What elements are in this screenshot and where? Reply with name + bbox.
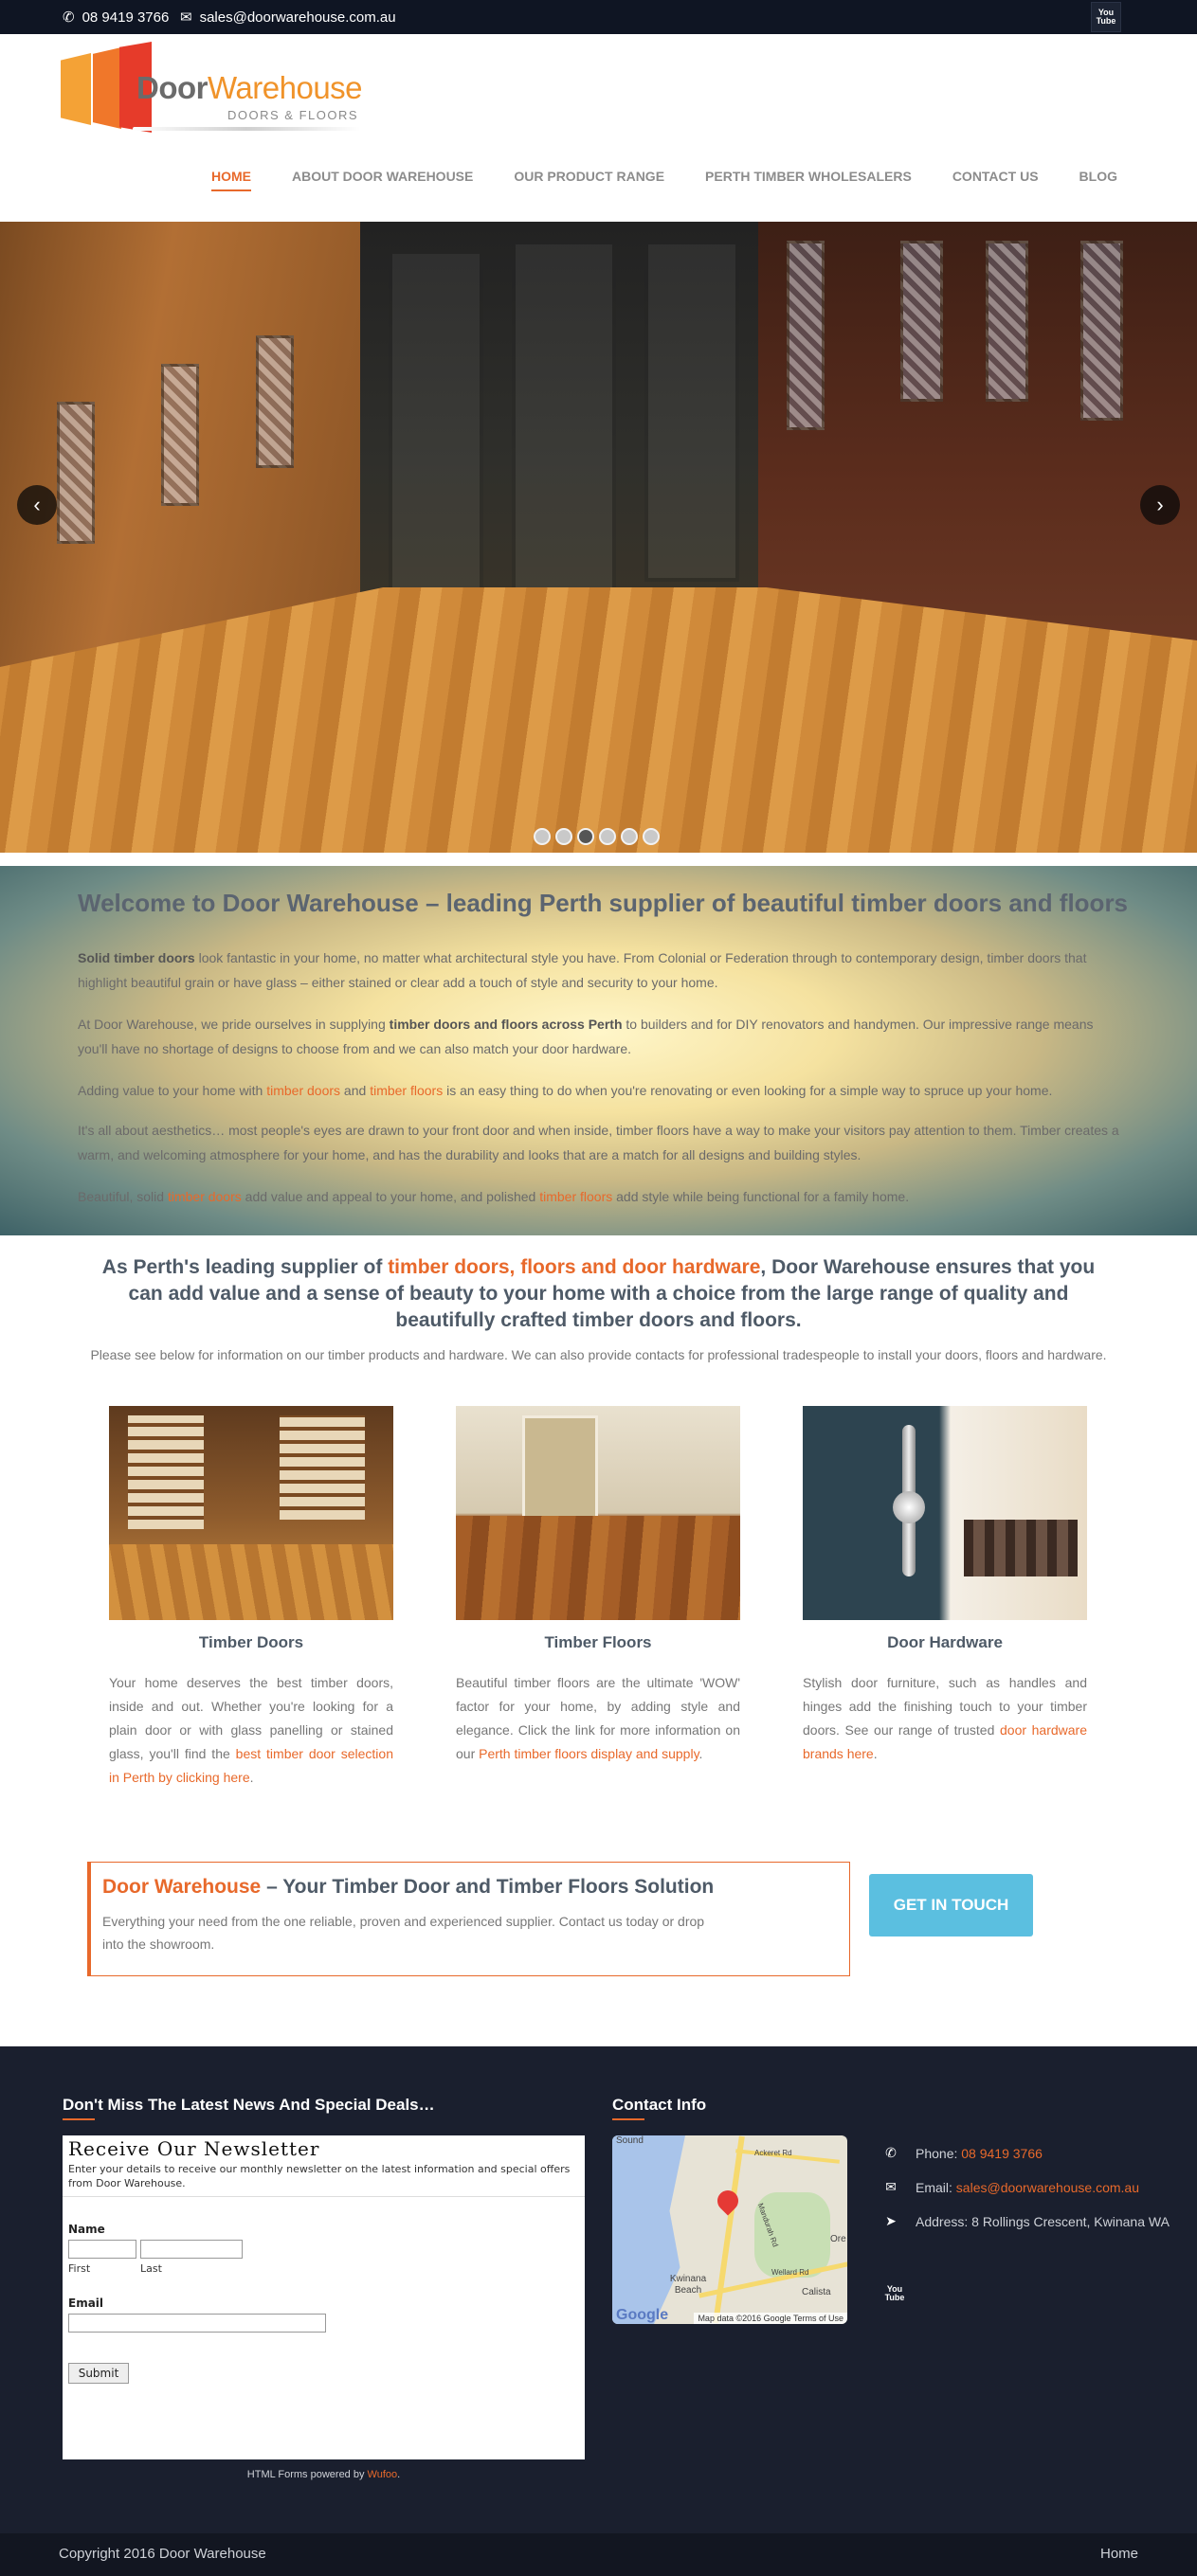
welcome-text: add value and appeal to your home, and polished (241, 1189, 540, 1204)
logo-swoosh (133, 127, 360, 131)
product-image-detail (128, 1415, 204, 1529)
map-road-label: Ackeret Rd (754, 2149, 792, 2157)
cta-heading (102, 1876, 838, 1899)
contact-email-label: Email: (916, 2179, 956, 2195)
topbar-phone-text: 08 9419 3766 (82, 9, 170, 26)
email-field[interactable] (68, 2314, 326, 2333)
product-title: Timber Doors (198, 1633, 304, 1651)
product-link[interactable]: best timber door selection in Perth by clicking here (109, 1746, 393, 1785)
product-description (456, 1671, 740, 1766)
map-road (713, 2136, 745, 2324)
nav-product-range[interactable]: OUR PRODUCT RANGE (514, 169, 665, 184)
newsletter-title: Receive Our Newsletter (68, 2137, 320, 2160)
product-text: Stylish door furniture, such as handles and hinges add the finishing touch to your timber doors. See our range of trusted (803, 1675, 1087, 1738)
youtube-icon[interactable] (883, 2285, 906, 2310)
welcome-paragraph (78, 1184, 1120, 1209)
welcome-text: look fantastic in your home, no matter what architectural style you have. From Colonial or Federation through to contemporary design, timber doors that highlight beautiful grain or have glass – either stained or clear add a touch of style and security to your home. (78, 950, 1087, 990)
nav-blog[interactable]: BLOG (1079, 169, 1117, 184)
intro-lead (85, 1254, 1112, 1334)
welcome-text: At Door Warehouse, we pride ourselves in supplying (78, 1017, 390, 1032)
welcome-title: Welcome to Door Warehouse – leading Perth supplier of beautiful timber doors and floors (78, 889, 1129, 917)
map-label: Calista (802, 2287, 831, 2297)
cta-text: Everything your need from the one reliable, proven and experienced supplier. Contact us today or drop into the showroom. (102, 1914, 705, 1952)
site-logo[interactable] (61, 42, 364, 136)
slide-glass-panel (57, 402, 95, 544)
timber-floors-link[interactable]: timber floors (539, 1189, 613, 1204)
contact-email (883, 2179, 1139, 2195)
get-in-touch-button[interactable]: GET IN TOUCH (869, 1874, 1033, 1937)
product-image-timber-doors[interactable] (109, 1406, 393, 1620)
nav-timber-wholesalers[interactable]: PERTH TIMBER WHOLESALERS (705, 169, 912, 184)
slider-dot[interactable] (555, 828, 572, 845)
product-text: . (698, 1746, 703, 1761)
welcome-strong: Solid timber doors (78, 950, 195, 965)
slide-door (512, 241, 616, 591)
welcome-text: and (340, 1083, 371, 1098)
contact-email-text (916, 2180, 1139, 2195)
intro-link[interactable]: timber doors, floors and door hardware (388, 1256, 761, 1278)
welcome-paragraph (78, 1078, 1120, 1103)
logo-tagline: DOORS & FLOORS (227, 108, 359, 122)
map-road-label: Mandurah Rd (755, 2202, 780, 2248)
logo-word-door: Door (136, 70, 208, 105)
product-image-timber-floors[interactable] (456, 1406, 740, 1620)
welcome-strong: timber doors and floors across Perth (389, 1017, 623, 1032)
product-card-timber-doors (109, 1406, 393, 1790)
product-image-detail (522, 1415, 598, 1529)
product-link[interactable]: door hardware brands here (803, 1722, 1087, 1761)
logo-word-warehouse: Warehouse (208, 70, 363, 105)
google-logo: Google (616, 2307, 669, 2323)
cta-heading-text: – Your Timber Door and Timber Floors Solution (261, 1876, 715, 1898)
product-text: . (249, 1770, 254, 1785)
contact-email-link[interactable]: sales@doorwarehouse.com.au (955, 2179, 1140, 2195)
powered-text: . (397, 2469, 401, 2480)
wufoo-link[interactable]: Wufoo (367, 2469, 398, 2480)
intro-text: As Perth's leading supplier of (101, 1256, 389, 1278)
slider-dot-active[interactable] (577, 828, 594, 845)
envelope-icon: ✉ (180, 9, 192, 26)
product-image-detail (964, 1520, 1078, 1576)
product-text: Beautiful timber floors are the ultimate 'WOW' factor for your home, by adding style and elegance. Click the link for more information on our (456, 1675, 740, 1761)
last-name-input[interactable] (140, 2240, 243, 2259)
contact-phone-link[interactable]: 08 9419 3766 (961, 2145, 1043, 2161)
slider-dot[interactable] (643, 828, 660, 845)
top-bar (0, 0, 1197, 34)
location-map[interactable] (612, 2135, 847, 2324)
welcome-text: Beautiful, solid (78, 1189, 168, 1204)
email-label: Email (68, 2297, 104, 2310)
product-text: . (873, 1746, 878, 1761)
nav-contact[interactable]: CONTACT US (952, 169, 1039, 184)
intro-subtext: Please see below for information on our timber products and hardware. We can also provide contacts for professional tradespeople to install your doors, floors and hardware. (90, 1347, 1107, 1362)
slide-glass-panel (986, 241, 1028, 402)
envelope-icon: ✉ (885, 2179, 897, 2194)
phone-icon: ✆ (885, 2145, 897, 2160)
product-image-detail (109, 1544, 393, 1620)
slider-dot[interactable] (621, 828, 638, 845)
slide-glass-panel (256, 335, 294, 468)
cta-brand: Door Warehouse (102, 1876, 262, 1898)
name-label: Name (68, 2223, 105, 2236)
map-label: Sound (616, 2135, 644, 2146)
youtube-icon-label: You Tube (1096, 8, 1116, 26)
slider-dot[interactable] (534, 828, 551, 845)
topbar-phone[interactable] (63, 9, 169, 26)
welcome-text: to builders and for DIY renovators and handymen. Our impressive range means you'll have no shortage of designs to choose from and we can also match your door hardware. (78, 1017, 1094, 1056)
product-description (109, 1671, 393, 1790)
intro-section (85, 1254, 1112, 1362)
slider-dot[interactable] (599, 828, 616, 845)
timber-doors-link[interactable]: timber doors (167, 1189, 242, 1204)
welcome-section (0, 866, 1197, 1235)
product-image-detail (456, 1516, 740, 1620)
main-nav (211, 169, 1117, 191)
timber-floors-link[interactable]: timber floors (370, 1083, 444, 1098)
slide-glass-panel (787, 241, 825, 430)
contact-phone (883, 2145, 1043, 2161)
welcome-text: is an easy thing to do when you're renovating or even looking for a simple way to spruce up your home. (443, 1083, 1053, 1098)
first-label: First (68, 2262, 91, 2275)
copyright-text: Copyright 2016 Door Warehouse (59, 2546, 266, 2562)
intro-text: , Door Warehouse ensures that you can add value and a sense of beauty to your home with a choice from the large range of quality and beautifully crafted timber doors and floors. (128, 1256, 1096, 1331)
bottom-bar (0, 2533, 1197, 2576)
welcome-paragraph (78, 1118, 1120, 1167)
slide-glass-panel (1080, 241, 1123, 421)
map-road-label: Wellard Rd (771, 2268, 809, 2277)
product-description (803, 1671, 1087, 1766)
submit-button[interactable]: Submit (68, 2363, 129, 2384)
contact-heading: Contact Info (612, 2096, 707, 2114)
topbar-email-text: sales@doorwarehouse.com.au (199, 9, 396, 26)
logo-door-panel (93, 47, 121, 129)
contact-address (883, 2213, 1170, 2229)
logo-wordmark (136, 70, 362, 106)
phone-icon: ✆ (63, 9, 75, 26)
last-label: Last (140, 2262, 162, 2275)
map-label: Kwinana Beach (669, 2274, 707, 2296)
newsletter-description: Enter your details to receive our monthly newsletter on the latest information and special offers from Door Warehouse. (63, 2162, 585, 2197)
welcome-text: It's all about aesthetics… most people's eyes are drawn to your front door and when inside, timber floors have a way to make your visitors pay attention to them. Timber creates a warm, and welcoming atmosphere for your home, and has the durability and looks that are a match for all designs and building styles. (78, 1123, 1119, 1162)
map-credit[interactable]: Map data ©2016 Google Terms of Use (694, 2313, 847, 2324)
map-label: Ore (830, 2234, 846, 2244)
slide-door (389, 250, 483, 591)
contact-phone-text (916, 2146, 1043, 2161)
hero-slider (0, 222, 1197, 853)
welcome-paragraph (78, 1012, 1120, 1061)
product-link[interactable]: Perth timber floors display and supply (479, 1746, 699, 1761)
welcome-text: Adding value to your home with (78, 1083, 267, 1098)
product-card-door-hardware (803, 1406, 1087, 1766)
slide-door (644, 241, 739, 582)
newsletter-heading: Don't Miss The Latest News And Special Deals… (63, 2096, 435, 2114)
slider-next-button[interactable] (1140, 485, 1180, 525)
nav-about[interactable]: ABOUT DOOR WAREHOUSE (292, 169, 474, 184)
contact-address-text: Address: 8 Rollings Crescent, Kwinana WA (916, 2213, 1170, 2229)
product-card-timber-floors (456, 1406, 740, 1766)
welcome-paragraph (78, 946, 1120, 995)
product-image-door-hardware[interactable] (803, 1406, 1087, 1620)
product-title: Door Hardware (887, 1633, 1003, 1651)
chevron-left-icon: ‹ (33, 493, 41, 516)
footer-home-link[interactable]: Home (1099, 2546, 1138, 2562)
nav-home[interactable]: HOME (211, 169, 251, 191)
powered-text: HTML Forms powered by (246, 2469, 368, 2480)
form-powered-by (63, 2469, 585, 2480)
slide-glass-panel (161, 364, 199, 506)
site-footer (0, 2046, 1197, 2533)
slider-pagination (534, 828, 660, 845)
youtube-icon[interactable] (1091, 2, 1121, 32)
product-title: Timber Floors (544, 1633, 652, 1651)
product-text: Your home deserves the best timber doors, inside and out. Whether you're looking for a plain door or with glass panelling or stained glass, you'll find the (109, 1675, 393, 1761)
slider-prev-button[interactable] (17, 485, 57, 525)
newsletter-form (63, 2135, 585, 2459)
contact-phone-label: Phone: (916, 2145, 962, 2161)
first-name-input[interactable] (68, 2240, 136, 2259)
cta-box (87, 1862, 850, 1976)
product-image-detail (280, 1415, 365, 1520)
product-image-detail (893, 1491, 925, 1523)
location-arrow-icon: ➤ (885, 2213, 897, 2228)
site-header (0, 34, 1197, 222)
youtube-icon-label: You Tube (884, 2284, 905, 2302)
timber-doors-link[interactable]: timber doors (266, 1083, 341, 1098)
map-marker-icon[interactable] (713, 2186, 742, 2215)
logo-door-panel (61, 53, 91, 125)
chevron-right-icon: › (1156, 493, 1164, 516)
welcome-text: add style while being functional for a family home. (612, 1189, 910, 1204)
topbar-email[interactable] (180, 9, 396, 26)
slide-glass-panel (900, 241, 943, 402)
map-park (754, 2192, 830, 2278)
